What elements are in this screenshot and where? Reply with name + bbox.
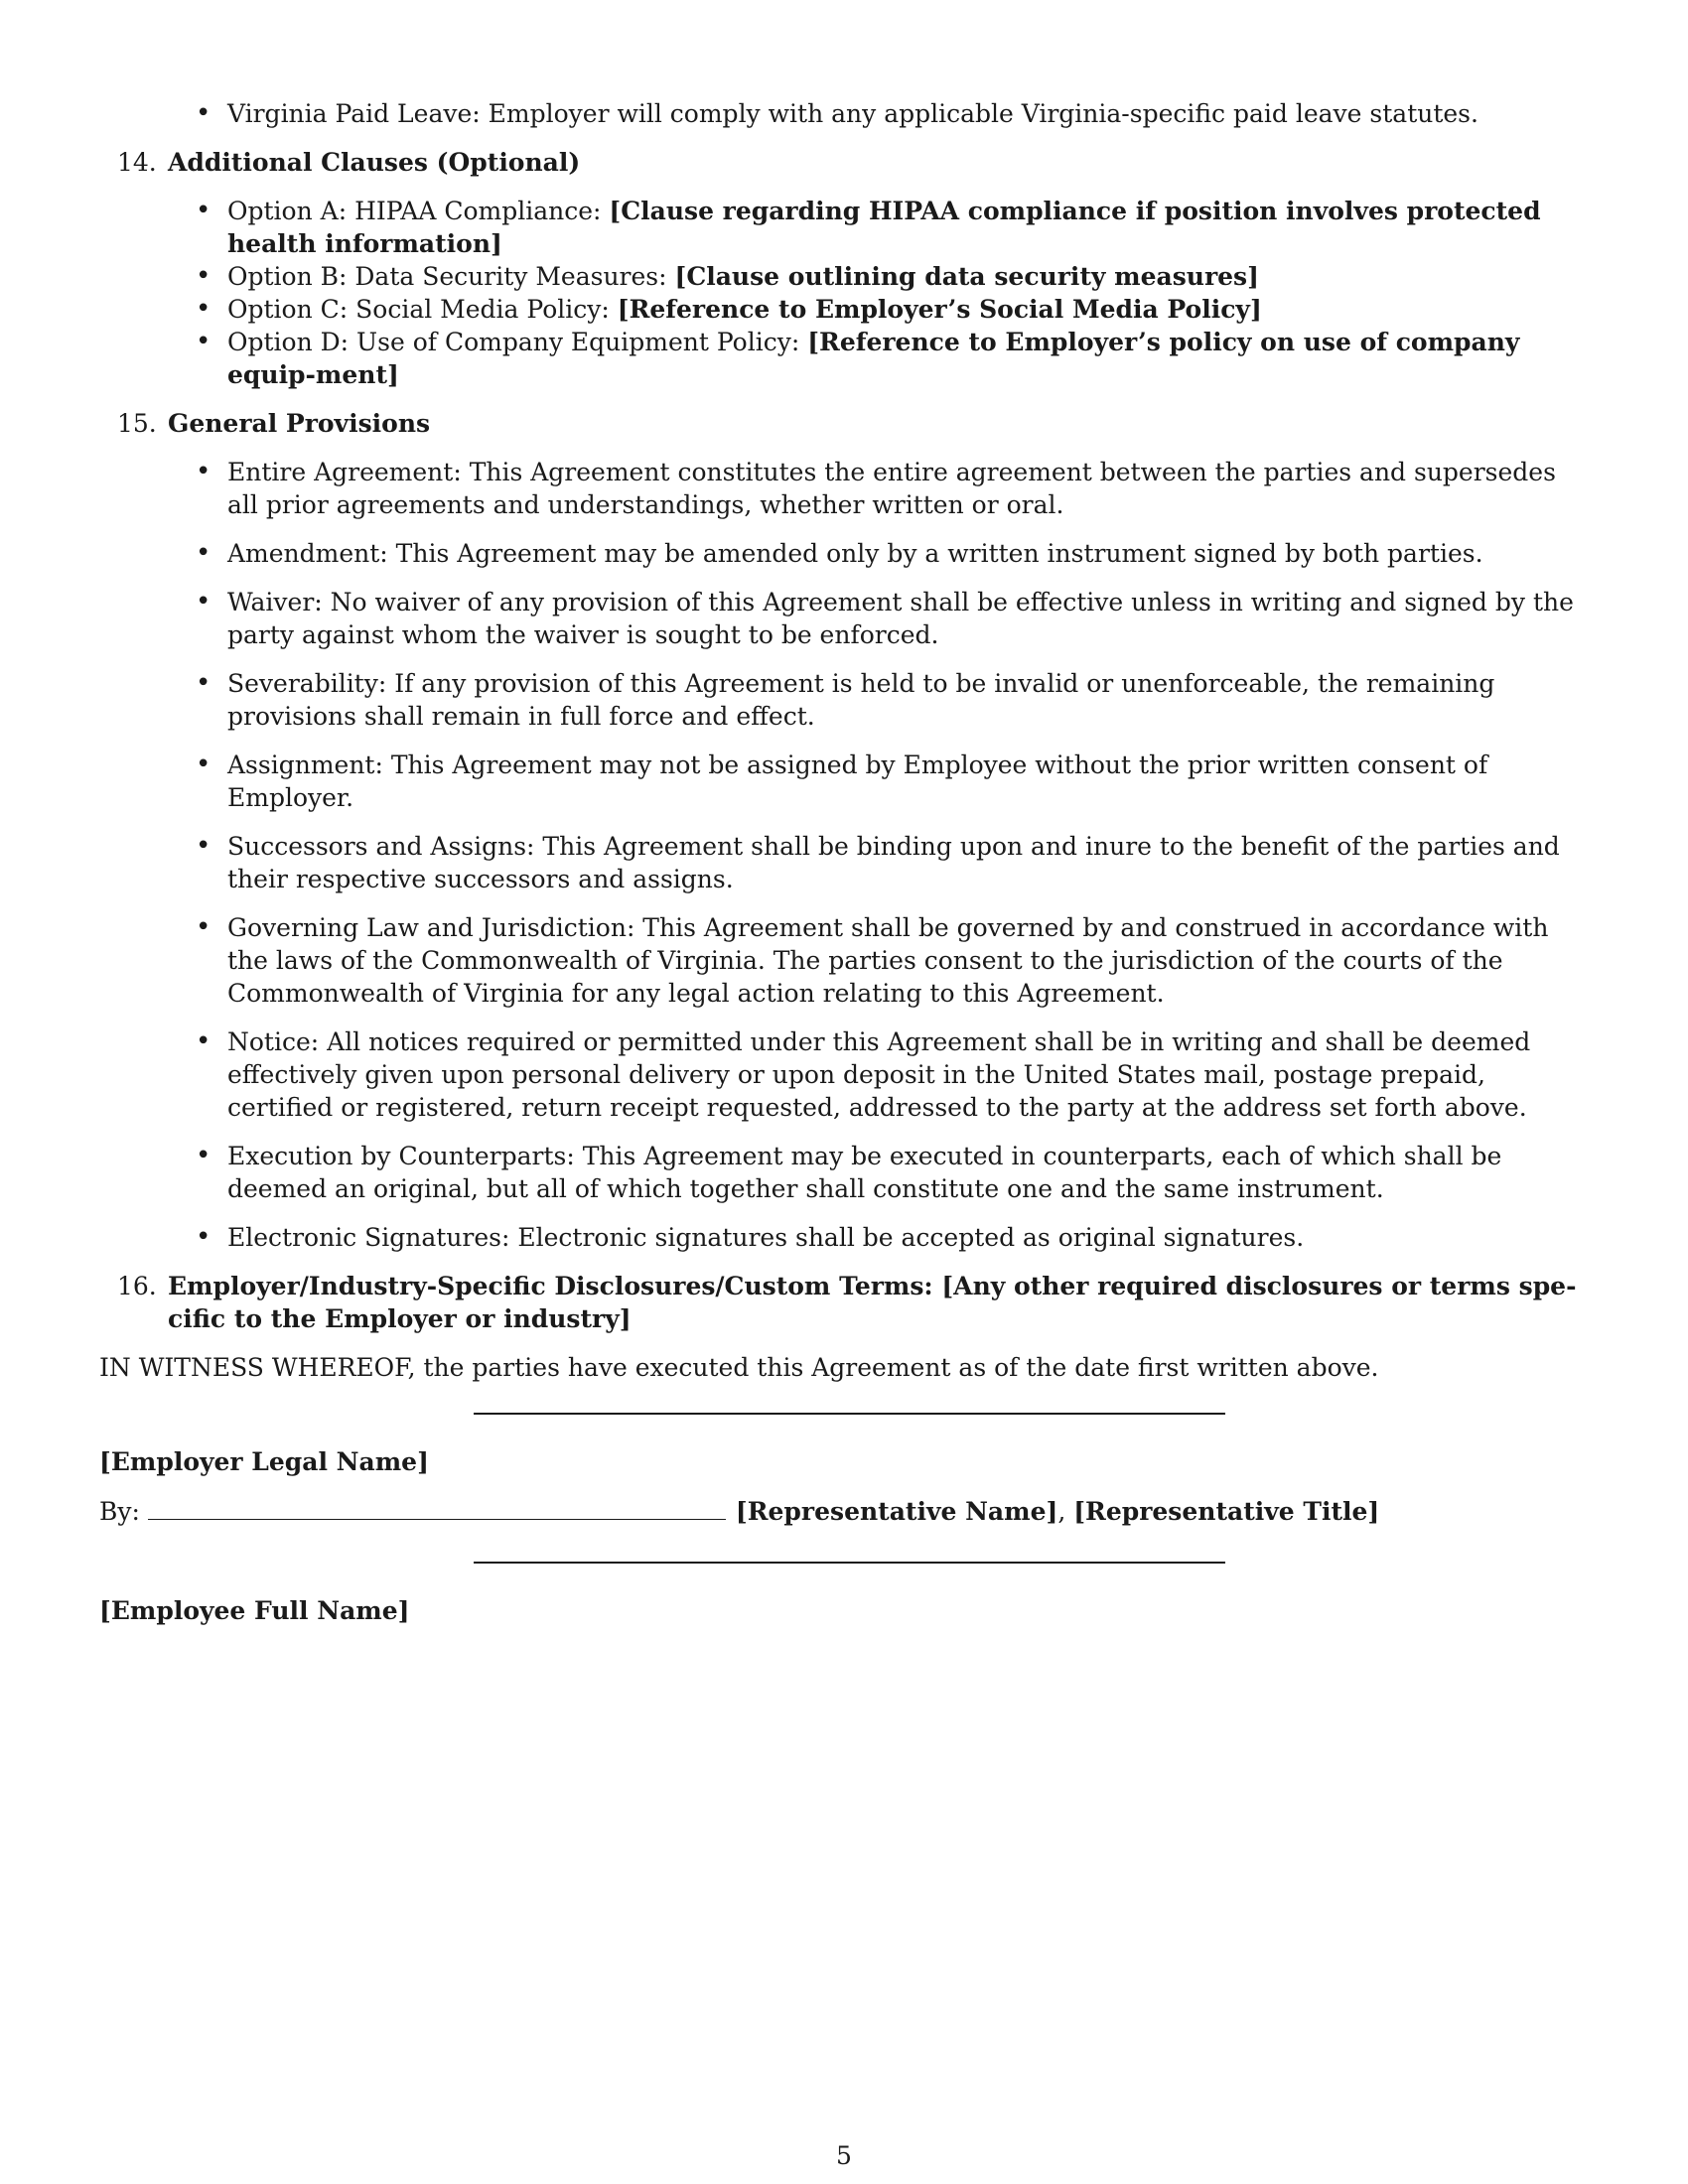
list-item: • Electronic Signatures: Electronic signatures shall be accepted as original signatures. <box>168 1221 1589 1254</box>
list-item: • Governing Law and Jurisdiction: This Agreement shall be governed by and construed in accordance with the laws of the Commonwealth of Virginia. The parties consent to the jurisdiction of the courts of the Commonwealth of Virginia for any legal action relating to this Agreement. <box>168 911 1589 1010</box>
section-16 <box>99 1270 1589 1335</box>
clause-list <box>168 195 1589 391</box>
clause-label: Option A: HIPAA Compliance: <box>227 197 602 225</box>
section-number: 15. <box>117 409 157 438</box>
clause-label: Option D: Use of Company Equipment Policy: <box>227 328 800 356</box>
provision-list <box>168 456 1589 1254</box>
representative-name: [Representative Name] <box>735 1497 1058 1526</box>
section-number: 14. <box>117 148 157 177</box>
section-14 <box>99 146 1589 391</box>
list-item: • Successors and Assigns: This Agreement shall be binding upon and inure to the benefit of the parties and their respective successors and assigns. <box>168 830 1589 895</box>
clause-label: Option B: Data Security Measures: <box>227 262 667 291</box>
list-item: • Entire Agreement: This Agreement constitutes the entire agreement between the parties and supersedes all prior agreements and understandings, whether written or oral. <box>168 456 1589 521</box>
list-item: • Notice: All notices required or permitted under this Agreement shall be in writing and shall be deemed effectively given upon personal delivery or upon deposit in the United States mail, postage prepaid, certified or registered, return receipt requested, addressed to the party at the address set forth above. <box>168 1025 1589 1124</box>
by-label: By: <box>99 1497 140 1526</box>
section-15 <box>99 407 1589 1254</box>
page-number: 5 <box>836 2141 852 2170</box>
representative-separator: , <box>1057 1497 1074 1526</box>
clause-placeholder: [Clause regarding HIPAA compliance if position involves protected health information] <box>227 197 1541 258</box>
representative-row <box>99 1495 1379 1528</box>
representative-title: [Representative Title] <box>1073 1497 1380 1526</box>
list-item <box>168 195 1589 260</box>
section-title: Employer/Industry-Specific Disclosures/Custom Terms: [Any other required disclosures or terms spe-cific to the Employer or industry] <box>168 1272 1577 1333</box>
employer-signature-line[interactable] <box>474 1413 1225 1415</box>
list-item: • Amendment: This Agreement may be amended only by a written instrument signed by both parties. <box>168 537 1589 570</box>
clause-placeholder: [Reference to Employer’s policy on use of company equip-ment] <box>227 328 1520 389</box>
list-item <box>168 326 1589 391</box>
clause-placeholder: [Reference to Employer’s Social Media Policy] <box>617 295 1262 324</box>
document-page <box>99 97 1589 1384</box>
list-item: • Virginia Paid Leave: Employer will comply with any applicable Virginia-specific paid leave statutes. <box>99 97 1589 130</box>
employer-legal-name: [Employer Legal Name] <box>99 1447 429 1476</box>
employee-signature-line[interactable] <box>474 1562 1225 1564</box>
section-title: Additional Clauses (Optional) <box>168 148 581 177</box>
clause-label: Option C: Social Media Policy: <box>227 295 610 324</box>
section-title: General Provisions <box>168 409 431 438</box>
list-item: • Execution by Counterparts: This Agreement may be executed in counterparts, each of which shall be deemed an original, but all of which together shall constitute one and the same instrument. <box>168 1140 1589 1205</box>
top-bullet-list <box>99 97 1589 130</box>
employee-full-name: [Employee Full Name] <box>99 1596 410 1625</box>
list-item: • Waiver: No waiver of any provision of this Agreement shall be effective unless in writing and signed by the party against whom the waiver is sought to be enforced. <box>168 586 1589 651</box>
representative-signature-blank[interactable] <box>148 1497 726 1520</box>
section-number: 16. <box>117 1272 157 1300</box>
witness-clause: IN WITNESS WHEREOF, the parties have executed this Agreement as of the date first written above. <box>99 1353 1379 1382</box>
list-item: • Severability: If any provision of this Agreement is held to be invalid or unenforceable, the remaining provisions shall remain in full force and effect. <box>168 667 1589 733</box>
list-item <box>168 260 1589 293</box>
list-item: • Assignment: This Agreement may not be assigned by Employee without the prior written consent of Employer. <box>168 749 1589 814</box>
list-item <box>168 293 1589 326</box>
clause-placeholder: [Clause outlining data security measures] <box>674 262 1259 291</box>
